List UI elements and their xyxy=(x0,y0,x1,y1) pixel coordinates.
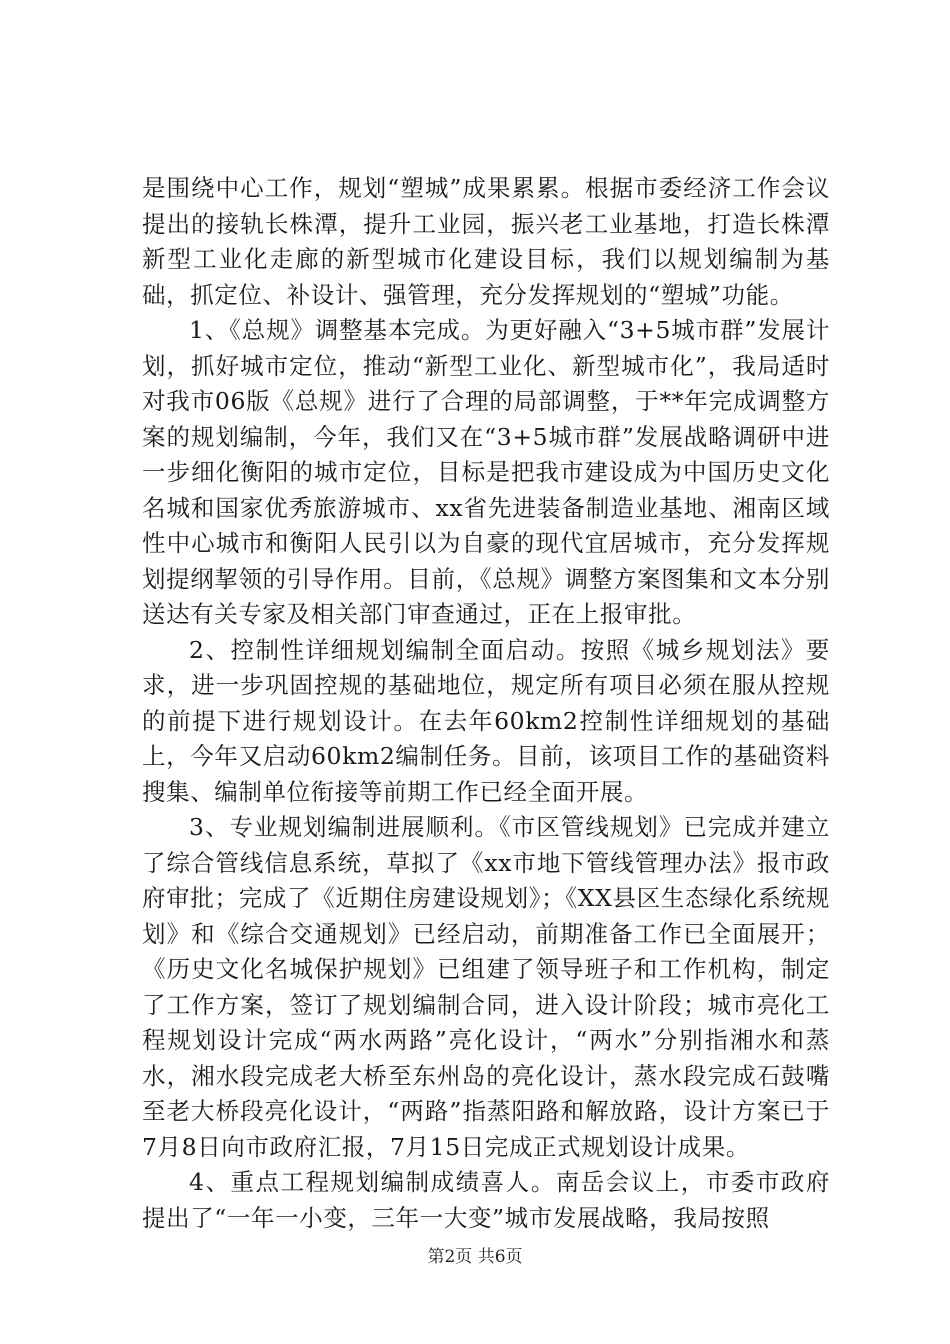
paragraph-master-plan: 1、《总规》调整基本完成。为更好融入“3+5城市群”发展计划，抓好城市定位，推动“新型工业化、新型城市化”，我局适时对我市06版《总规》进行了合理的局部调整，于**年完成调整方案的规划编制，今年，我们又在“3+5城市群”发展战略调研中进一步细化衡阳的城市定位，目标是把我市建设成为中国历史文化名城和国家优秀旅游城市、xx省先进装备制造业基地、湘南区域性中心城市和衡阳人民引以为自豪的现代宜居城市，充分发挥规划提纲挈领的引导作用。目前，《总规》调整方案图集和文本分别送达有关专家及相关部门审查通过，正在上报审批。 xyxy=(142,316,830,628)
paragraph-regulatory-plan: 2、控制性详细规划编制全面启动。按照《城乡规划法》要求，进一步巩固控规的基础地位，规定所有项目必须在服从控规的前提下进行规划设计。在去年60km2控制性详细规划的基础上，今年又启动60km2编制任务。目前，该项目工作的基础资料搜集、编制单位衔接等前期工作已经全面开展。 xyxy=(142,635,830,806)
paragraph-specialized-plans: 3、专业规划编制进展顺利。《市区管线规划》已完成并建立了综合管线信息系统，草拟了《xx市地下管线管理办法》报市政府审批；完成了《近期住房建设规划》；《XX县区生态绿化系统规划》和《综合交通规划》已经启动，前期准备工作已全面展开；《历史文化名城保护规划》已组建了领导班子和工作机构，制定了工作方案，签订了规划编制合同，进入设计阶段；城市亮化工程规划设计完成“两水两路”亮化设计，“两水”分别指湘水和蒸水，湘水段完成老大桥至东州岛的亮化设计，蒸水段完成石鼓嘴至老大桥段亮化设计，“两路”指蒸阳路和解放路，设计方案已于7月8日向市政府汇报，7月15日完成正式规划设计成果。 xyxy=(142,813,830,1161)
paragraph-key-projects: 4、重点工程规划编制成绩喜人。南岳会议上，市委市政府提出了“一年一小变，三年一大变”城市发展战略，我局按照 xyxy=(142,1168,830,1232)
page-number-footer: 第2页 共6页 xyxy=(427,1247,523,1267)
paragraph-intro: 是围绕中心工作，规划“塑城”成果累累。根据市委经济工作会议提出的接轨长株潭，提升工业园，振兴老工业基地，打造长株潭新型工业化走廊的新型城市化建设目标，我们以规划编制为基础，抓定位、补设计、强管理，充分发挥规划的“塑城”功能。 xyxy=(142,174,830,309)
document-body xyxy=(142,171,830,1236)
